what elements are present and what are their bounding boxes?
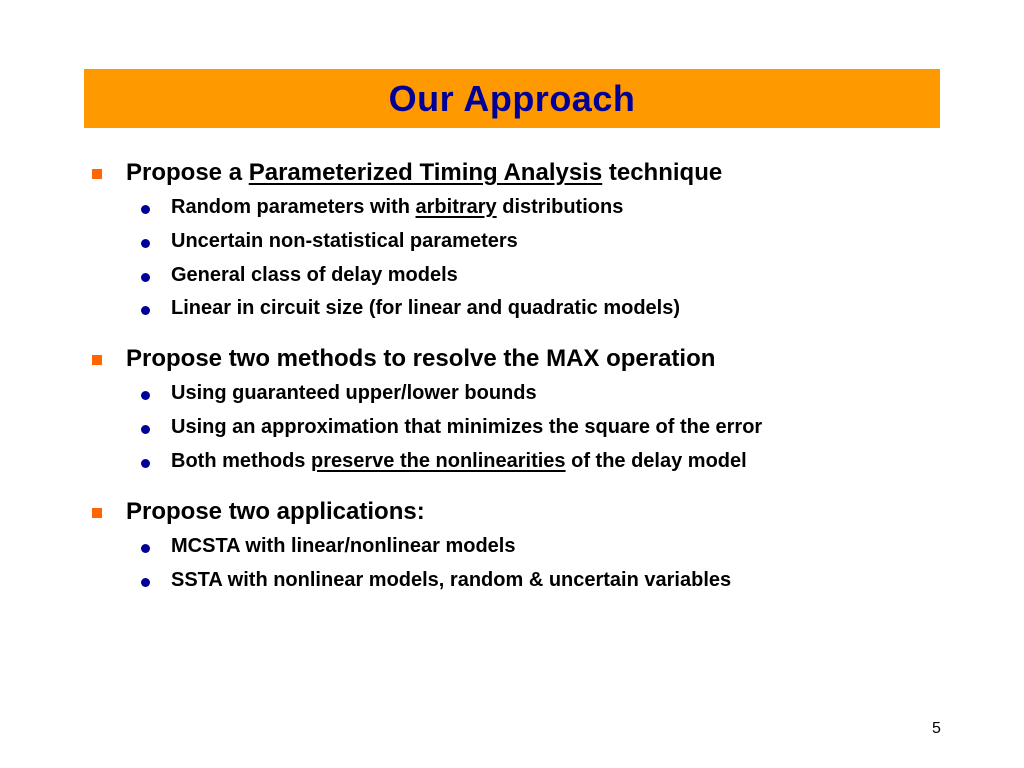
bullet-l2: General class of delay models xyxy=(171,264,458,286)
bullet-text-underlined: Parameterized Timing Analysis xyxy=(248,159,603,186)
bullet-l2: Using an approximation that minimizes the square of the error xyxy=(171,416,763,438)
title-bar xyxy=(84,69,940,128)
bullet-l2: SSTA with nonlinear models, random & uncertain variables xyxy=(171,569,732,591)
bullet-l2: Uncertain non-statistical parameters xyxy=(171,230,518,252)
round-bullet-icon xyxy=(141,578,150,587)
square-bullet-icon xyxy=(92,508,102,518)
round-bullet-icon xyxy=(141,205,150,214)
bullet-l2: Linear in circuit size (for linear and quadratic models) xyxy=(171,297,681,319)
bullet-text-pre: Propose a xyxy=(126,159,249,186)
round-bullet-icon xyxy=(141,391,150,400)
round-bullet-icon xyxy=(141,239,150,248)
bullet-l1: Propose two methods to resolve the MAX operation xyxy=(126,345,716,372)
bullet-text-pre: Both methods xyxy=(171,450,311,472)
bullet-l2 xyxy=(171,450,747,473)
round-bullet-icon xyxy=(141,544,150,553)
bullet-text-post: of the delay model xyxy=(565,450,747,472)
page-number: 5 xyxy=(932,720,941,737)
bullet-text-underlined: arbitrary xyxy=(415,196,497,218)
bullet-l1: Propose two applications: xyxy=(126,498,425,525)
round-bullet-icon xyxy=(141,306,150,315)
bullet-l1 xyxy=(126,159,722,187)
bullet-text-post: technique xyxy=(602,159,723,186)
round-bullet-icon xyxy=(141,459,150,468)
bullet-text-underlined: preserve the nonlinearities xyxy=(311,450,566,472)
slide-title: Our Approach xyxy=(388,77,636,119)
round-bullet-icon xyxy=(141,425,150,434)
bullet-l2: MCSTA with linear/nonlinear models xyxy=(171,535,516,557)
square-bullet-icon xyxy=(92,355,102,365)
bullet-text-pre: Random parameters with xyxy=(171,196,416,218)
bullet-l2: Using guaranteed upper/lower bounds xyxy=(171,382,537,404)
bullet-text-post: distributions xyxy=(496,196,624,218)
round-bullet-icon xyxy=(141,273,150,282)
bullet-l2 xyxy=(171,196,623,219)
square-bullet-icon xyxy=(92,169,102,179)
